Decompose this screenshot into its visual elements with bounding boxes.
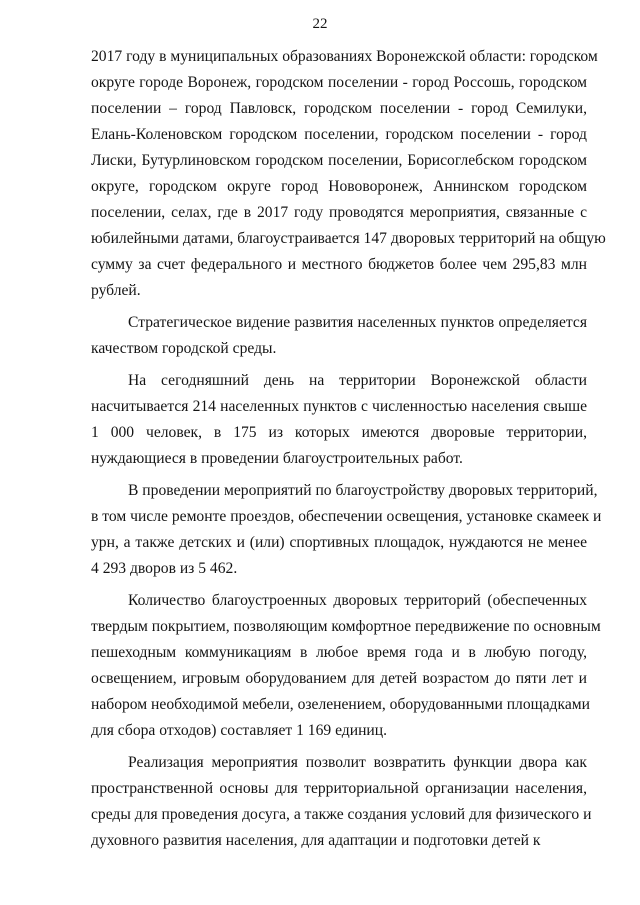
text-line: урн, а также детских и (или) спортивных площадок, нуждаются не менее (91, 534, 587, 551)
text-line: округе городе Воронеж, городском поселении - город Россошь, городском (91, 74, 587, 91)
text-line: пешеходным коммуникациям в любое время года и в любую погоду, (91, 644, 587, 661)
text-line: 4 293 дворов из 5 462. (91, 560, 238, 577)
text-line: Реализация мероприятия позволит возвратить функции двора как (128, 754, 587, 771)
text-line: пространственной основы для территориальной организации населения, (91, 780, 587, 797)
text-line: сумму за счет федерального и местного бюджетов более чем 295,83 млн (91, 256, 587, 273)
text-line: 2017 году в муниципальных образованиях Воронежской области: городском (91, 48, 598, 65)
text-line: в том числе ремонте проездов, обеспечении освещения, установке скамеек и (91, 508, 602, 525)
paragraph (91, 750, 592, 854)
text-line: Стратегическое видение развития населенных пунктов определяется (128, 314, 587, 331)
paragraph (91, 588, 601, 744)
text-line: Лиски, Бутурлиновском городском поселении, Борисоглебском городском (91, 152, 587, 169)
text-line: для сбора отходов) составляет 1 169 единиц. (91, 722, 387, 739)
document-body (91, 44, 606, 854)
text-line: 1 000 человек, в 175 из которых имеются дворовые территории, (91, 424, 587, 441)
text-line: поселении, селах, где в 2017 году проводятся мероприятия, связанные с (91, 204, 587, 221)
text-line: твердым покрытием, позволяющим комфортное передвижение по основным (91, 618, 601, 635)
text-line: поселении – город Павловск, городском поселении - город Семилуки, (91, 100, 587, 117)
text-line: Количество благоустроенных дворовых территорий (обеспеченных (128, 592, 587, 609)
text-line: духовного развития населения, для адаптации и подготовки детей к (91, 832, 541, 849)
page-number: 22 (312, 16, 328, 32)
text-line: округе, городском округе город Нововоронеж, Аннинском городском (91, 178, 587, 195)
paragraph (91, 44, 606, 304)
text-line: освещением, игровым оборудованием для детей возрастом до пяти лет и (91, 670, 587, 687)
text-line: юбилейными датами, благоустраивается 147 дворовых территорий на общую (91, 230, 606, 247)
text-line: качеством городской среды. (91, 340, 277, 357)
text-line: На сегодняшний день на территории Воронежской области (128, 372, 587, 389)
text-line: набором необходимой мебели, озеленением, оборудованными площадками (91, 696, 590, 713)
paragraph (91, 478, 602, 582)
text-line: рублей. (91, 282, 141, 299)
text-line: В проведении мероприятий по благоустройству дворовых территорий, (128, 482, 598, 499)
paragraph (91, 310, 587, 362)
text-line: насчитывается 214 населенных пунктов с численностью населения свыше (91, 398, 587, 415)
text-line: среды для проведения досуга, а также создания условий для физического и (91, 806, 592, 823)
text-line: Елань-Коленовском городском поселении, городском поселении - город (91, 126, 587, 143)
text-line: нуждающиеся в проведении благоустроительных работ. (91, 450, 463, 467)
paragraph (91, 368, 587, 472)
